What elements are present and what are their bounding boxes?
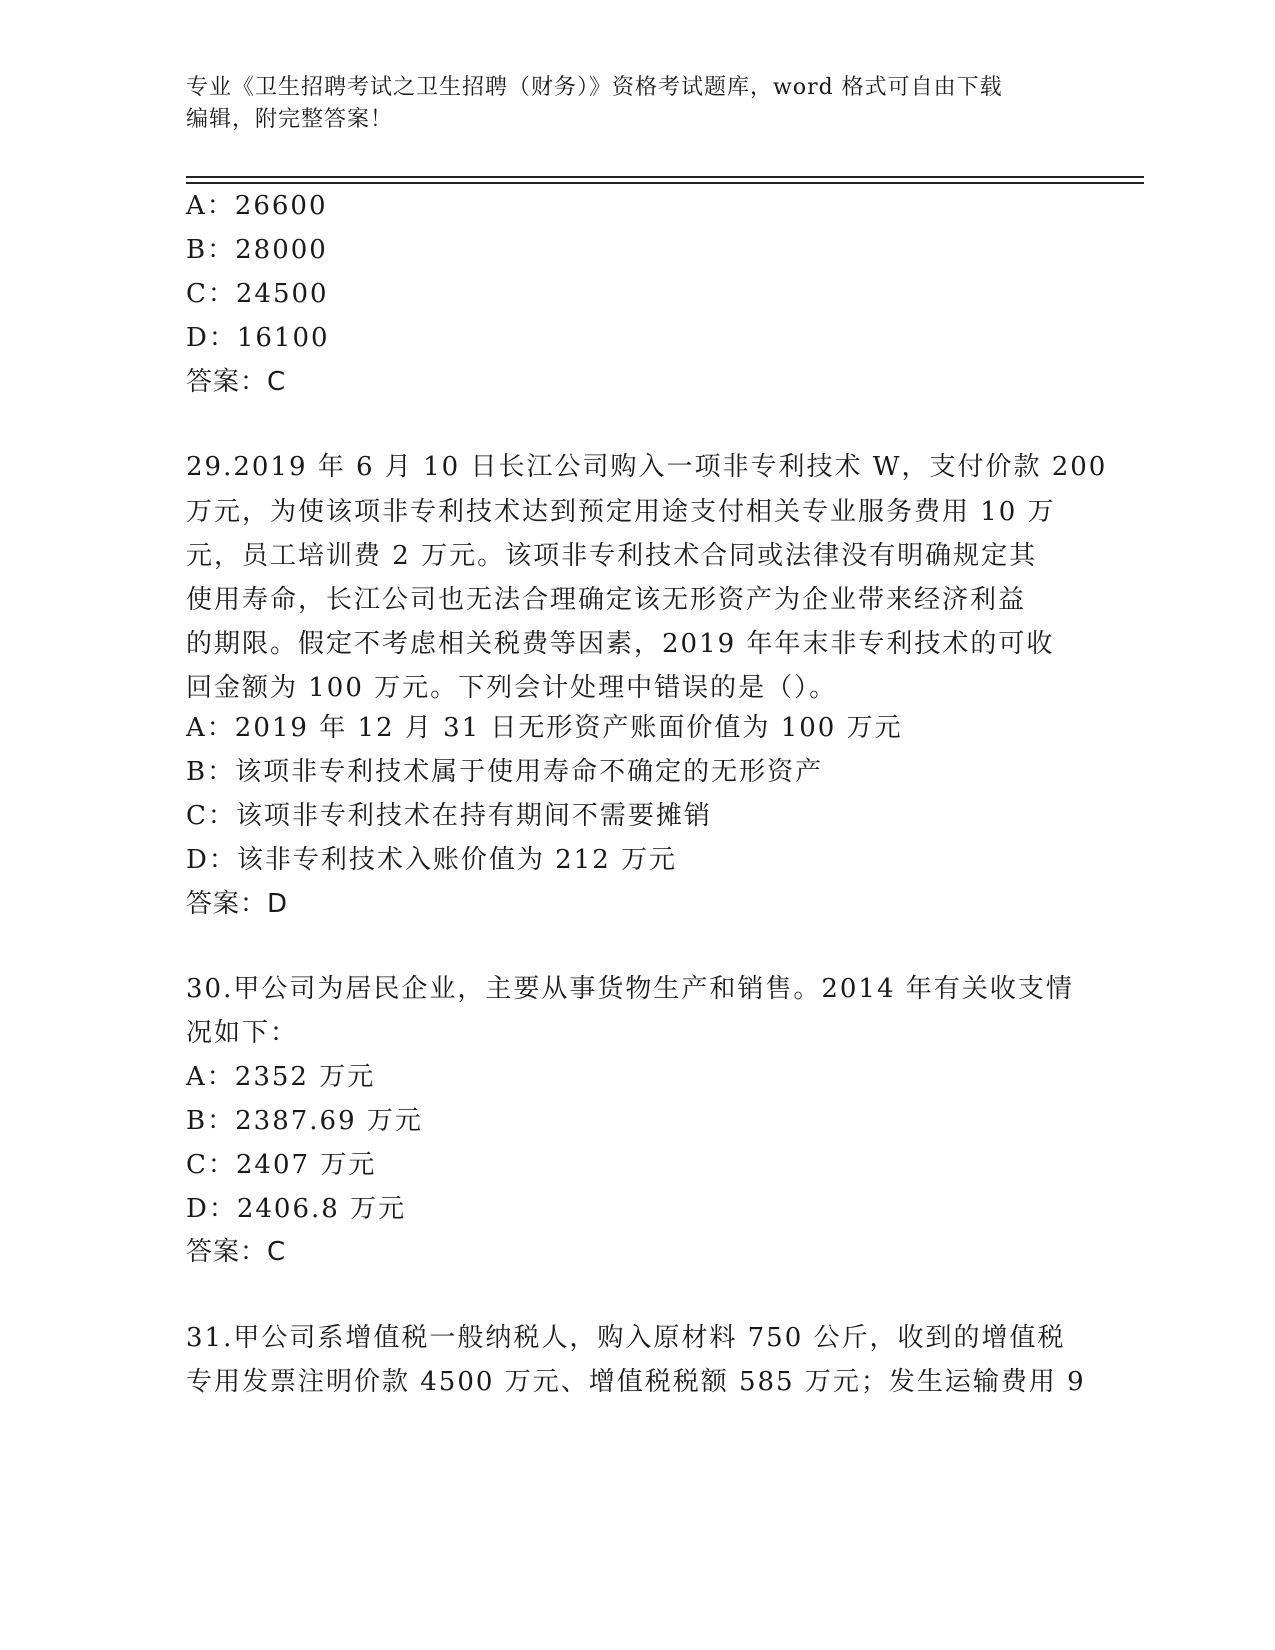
q28-option-b: B：28000 [186,235,328,265]
q31-stem-line-2: 专用发票注明价款 4500 万元、增值税税额 585 万元；发生运输费用 9 [186,1367,1086,1397]
q30-option-b: B：2387.69 万元 [186,1106,423,1136]
q28-option-a: A：26600 [186,191,328,221]
q30-option-c: C：2407 万元 [186,1150,377,1180]
q29-stem-line-1: 29.2019 年 6 月 10 日长江公司购入一项非专利技术 W，支付价款 200 [186,452,1108,482]
q30-stem-line-1: 30.甲公司为居民企业，主要从事货物生产和销售。2014 年有关收支情 [186,974,1074,1004]
q31-stem-line-1: 31.甲公司系增值税一般纳税人，购入原材料 750 公斤，收到的增值税 [186,1323,1066,1353]
q29-option-c: C：该项非专利技术在持有期间不需要摊销 [186,801,712,831]
header-divider-bottom [186,182,1144,184]
q29-option-b: B：该项非专利技术属于使用寿命不确定的无形资产 [186,757,824,787]
q29-answer: 答案：D [186,889,289,919]
q30-option-d: D：2406.8 万元 [186,1194,407,1224]
q29-stem-line-6: 回金额为 100 万元。下列会计处理中错误的是（）。 [186,673,838,703]
q30-option-a: A：2352 万元 [186,1062,376,1092]
q28-option-d: D：16100 [186,323,330,353]
q29-stem-line-5: 的期限。假定不考虑相关税费等因素，2019 年年末非专利技术的可收 [186,629,1055,659]
q29-stem-line-3: 元，员工培训费 2 万元。该项非专利技术合同或法律没有明确规定其 [186,541,1038,571]
q29-option-d: D：该非专利技术入账价值为 212 万元 [186,845,678,875]
document-header [186,72,1086,136]
q29-stem-line-4: 使用寿命，长江公司也无法合理确定该无形资产为企业带来经济利益 [186,585,1027,615]
q30-stem-line-2: 况如下： [186,1018,299,1048]
header-line-1: 专业《卫生招聘考试之卫生招聘（财务）》资格考试题库，word 格式可自由下载 [186,75,1003,100]
q28-option-c: C：24500 [186,279,329,309]
q29-option-a: A：2019 年 12 月 31 日无形资产账面价值为 100 万元 [186,713,903,743]
q28-answer: 答案：C [186,367,287,397]
q29-stem-line-2: 万元，为使该项非专利技术达到预定用途支付相关专业服务费用 10 万 [186,497,1056,527]
header-divider-top [186,176,1144,178]
q30-answer: 答案：C [186,1237,287,1267]
header-line-2: 编辑，附完整答案！ [186,107,394,132]
